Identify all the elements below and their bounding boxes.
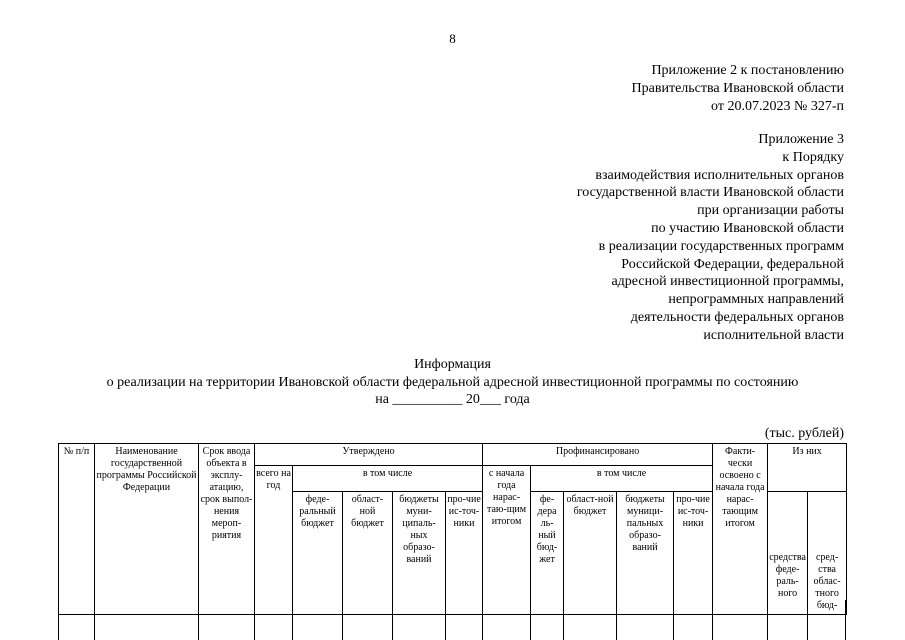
table-continuation: [58, 600, 846, 640]
table-border-line: [845, 600, 846, 640]
annex-2-line: при организации работы: [697, 203, 844, 219]
header-approved-federal: феде-ральный бюджет: [293, 492, 343, 615]
header-financed-total: с начала года нарас-таю-щим итогом: [483, 466, 531, 615]
header-term: Срок ввода объекта в эксплу-атацию, срок выпол-нения мероп-риятия: [199, 444, 255, 615]
table-border-line: [767, 600, 768, 640]
table-border-line: [392, 600, 393, 640]
header-actually: Факти-чески освоено с начала года нарас-тающим итогом: [713, 444, 768, 615]
annex-header-2: [577, 131, 844, 345]
table-border-line: [616, 600, 617, 640]
header-financed-federal: фе-дера ль-ный бюд-жет: [531, 492, 564, 615]
table-border-line: [94, 600, 95, 640]
header-financed-municipal: бюджеты муници-пальных образо-ваний: [617, 492, 674, 615]
document-title: [0, 356, 905, 409]
header-approved-other: про-чие ис-точ-ники: [446, 492, 483, 615]
annex-2-line: по участию Ивановской области: [651, 220, 844, 236]
header-of-them: Из них: [768, 444, 847, 492]
header-program-name: Наименование государственной программы Российской Федерации: [95, 444, 199, 615]
table-border-line: [712, 600, 713, 640]
annex-1-line: Правительства Ивановской области: [631, 80, 844, 96]
table-border-line: [563, 600, 564, 640]
annex-2-line: непрограммных направлений: [668, 292, 844, 308]
annex-2-line: к Порядку: [782, 149, 844, 165]
annex-2-line: адресной инвестиционной программы,: [611, 274, 844, 290]
header-approved-regional: област-ной бюджет: [343, 492, 393, 615]
header-of-them-federal: средства феде-раль-ного: [768, 492, 808, 615]
table-border-line: [445, 600, 446, 640]
page-number: 8: [449, 31, 456, 46]
header-approved-municipal: бюджеты муни-ципаль-ных образо-ваний: [393, 492, 446, 615]
annex-2-line: взаимодействия исполнительных органов: [595, 167, 844, 183]
annex-1-line: Приложение 2 к постановлению: [651, 63, 844, 78]
table-border-line: [58, 600, 59, 640]
header-financed-regional: област-ной бюджет: [564, 492, 617, 615]
table-border-line: [482, 600, 483, 640]
table-border-line: [530, 600, 531, 640]
header-financed-other: про-чие ис-точ-ники: [674, 492, 713, 615]
table-border-line: [673, 600, 674, 640]
header-num: № п/п: [59, 444, 95, 615]
header-financed-including: в том числе: [531, 466, 713, 492]
annex-2-line: в реализации государственных программ: [598, 238, 844, 254]
table-border-line: [198, 600, 199, 640]
annex-1-line: от 20.07.2023 № 327-п: [711, 98, 844, 114]
annex-2-line: Приложение 3: [758, 132, 844, 147]
header-of-them-regional: сред-ства облас-тного бюд-: [808, 492, 847, 615]
title-line-1: Информация: [414, 357, 491, 372]
annex-2-line: государственной власти Ивановской области: [576, 185, 844, 201]
annex-header-1: [632, 62, 844, 115]
table-border-line: [342, 600, 343, 640]
units-label: (тыс. рублей): [764, 426, 844, 441]
annex-2-line: Российской Федерации, федеральной: [621, 256, 844, 272]
header-approved-total: всего на год: [255, 466, 293, 615]
title-line-2: о реализации на территории Ивановской области федеральной адресной инвестиционной программы по состоянию: [106, 374, 799, 390]
header-approved-including: в том числе: [293, 466, 483, 492]
header-financed: Профинансировано: [483, 444, 713, 466]
annex-2-line: исполнительной власти: [703, 327, 844, 343]
annex-2-line: деятельности федеральных органов: [630, 309, 844, 325]
title-line-3: на __________ 20___ года: [375, 392, 530, 407]
table-border-line: [292, 600, 293, 640]
table-border-line: [254, 600, 255, 640]
header-approved: Утверждено: [255, 444, 483, 466]
table-border-line: [807, 600, 808, 640]
info-table: [58, 443, 847, 615]
